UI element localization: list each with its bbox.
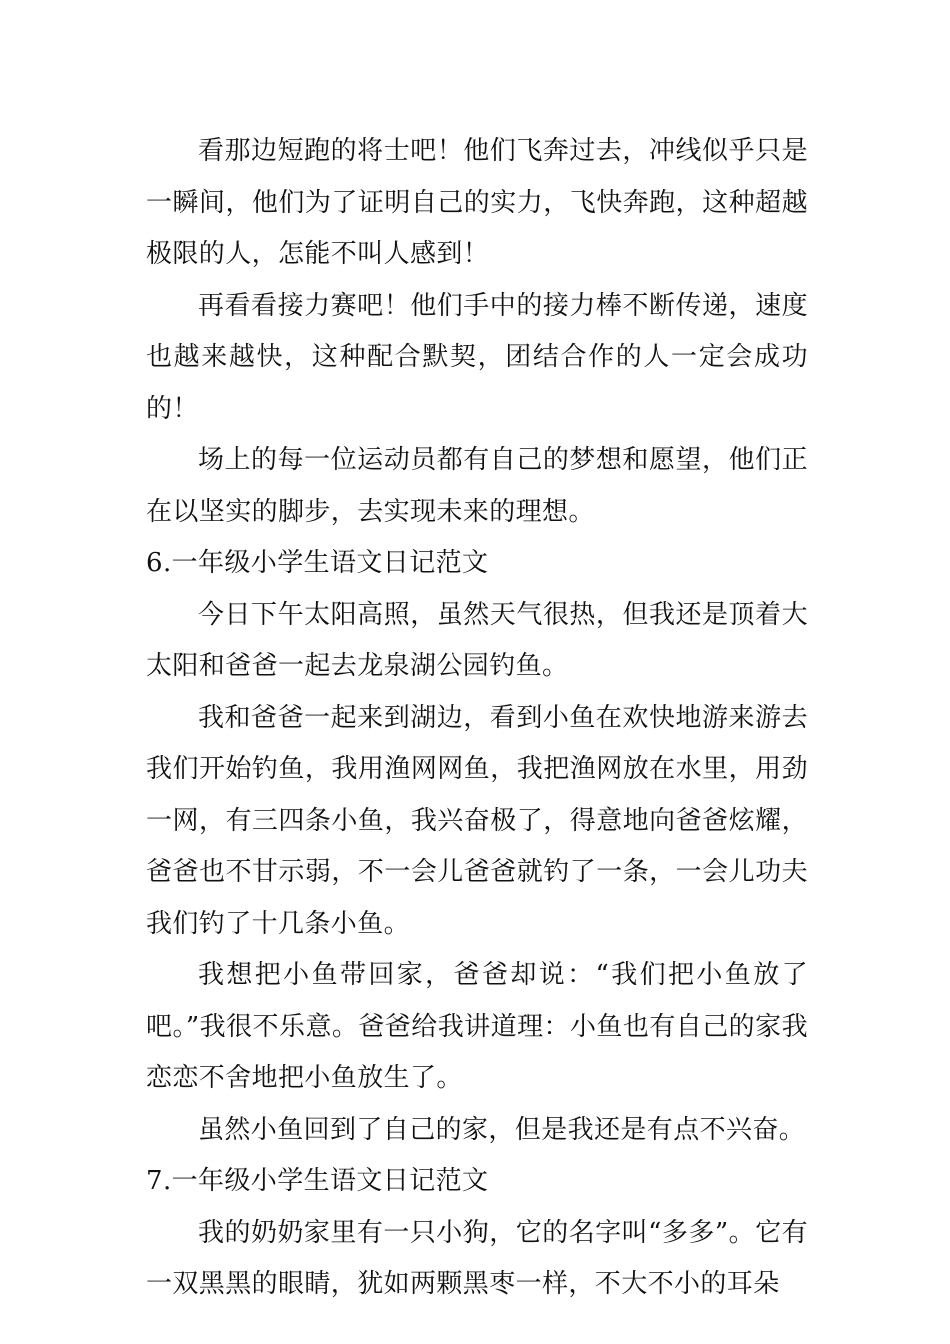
paragraph-relay: 再看看接力赛吧！他们手中的接力棒不断传递，速度也越来越快，这种配合默契，团结合作的人一定会成功的！ — [146, 290, 808, 424]
document-body — [146, 126, 808, 1311]
section-heading-7: 7.一年级小学生语文日记范文 — [146, 1166, 489, 1196]
section-heading-6: 6.一年级小学生语文日记范文 — [146, 548, 489, 578]
paragraph-fishing-intro: 今日下午太阳高照，虽然天气很热，但我还是顶着大太阳和爸爸一起去龙泉湖公园钓鱼。 — [146, 599, 808, 681]
paragraph-fishing-lake: 我和爸爸一起来到湖边，看到小鱼在欢快地游来游去我们开始钓鱼，我用渔网网鱼，我把渔网放在水里，用劲一网，有三四条小鱼，我兴奋极了，得意地向爸爸炫耀，爸爸也不甘示弱，不一会儿爸爸就钓了一条，一会儿功夫我们钓了十几条小鱼。 — [146, 702, 808, 939]
paragraph-fishing-end: 虽然小鱼回到了自己的家，但是我还是有点不兴奋。 — [198, 1114, 806, 1145]
paragraph-release-fish: 我想把小鱼带回家，爸爸却说：“我们把小鱼放了吧。”我很不乐意。爸爸给我讲道理：小鱼也有自己的家我恋恋不舍地把小鱼放生了。 — [146, 960, 808, 1093]
paragraph-sprint: 看那边短跑的将士吧！他们飞奔过去，冲线似乎只是一瞬间，他们为了证明自己的实力，飞快奔跑，这种超越极限的人，怎能不叫人感到！ — [146, 136, 808, 269]
paragraph-dog: 我的奶奶家里有一只小狗，它的名字叫“多多”。它有一双黑黑的眼睛，犹如两颗黑枣一样，不大不小的耳朵 — [146, 1217, 808, 1299]
paragraph-athletes: 场上的每一位运动员都有自己的梦想和愿望，他们正在以坚实的脚步，去实现未来的理想。 — [146, 445, 808, 527]
